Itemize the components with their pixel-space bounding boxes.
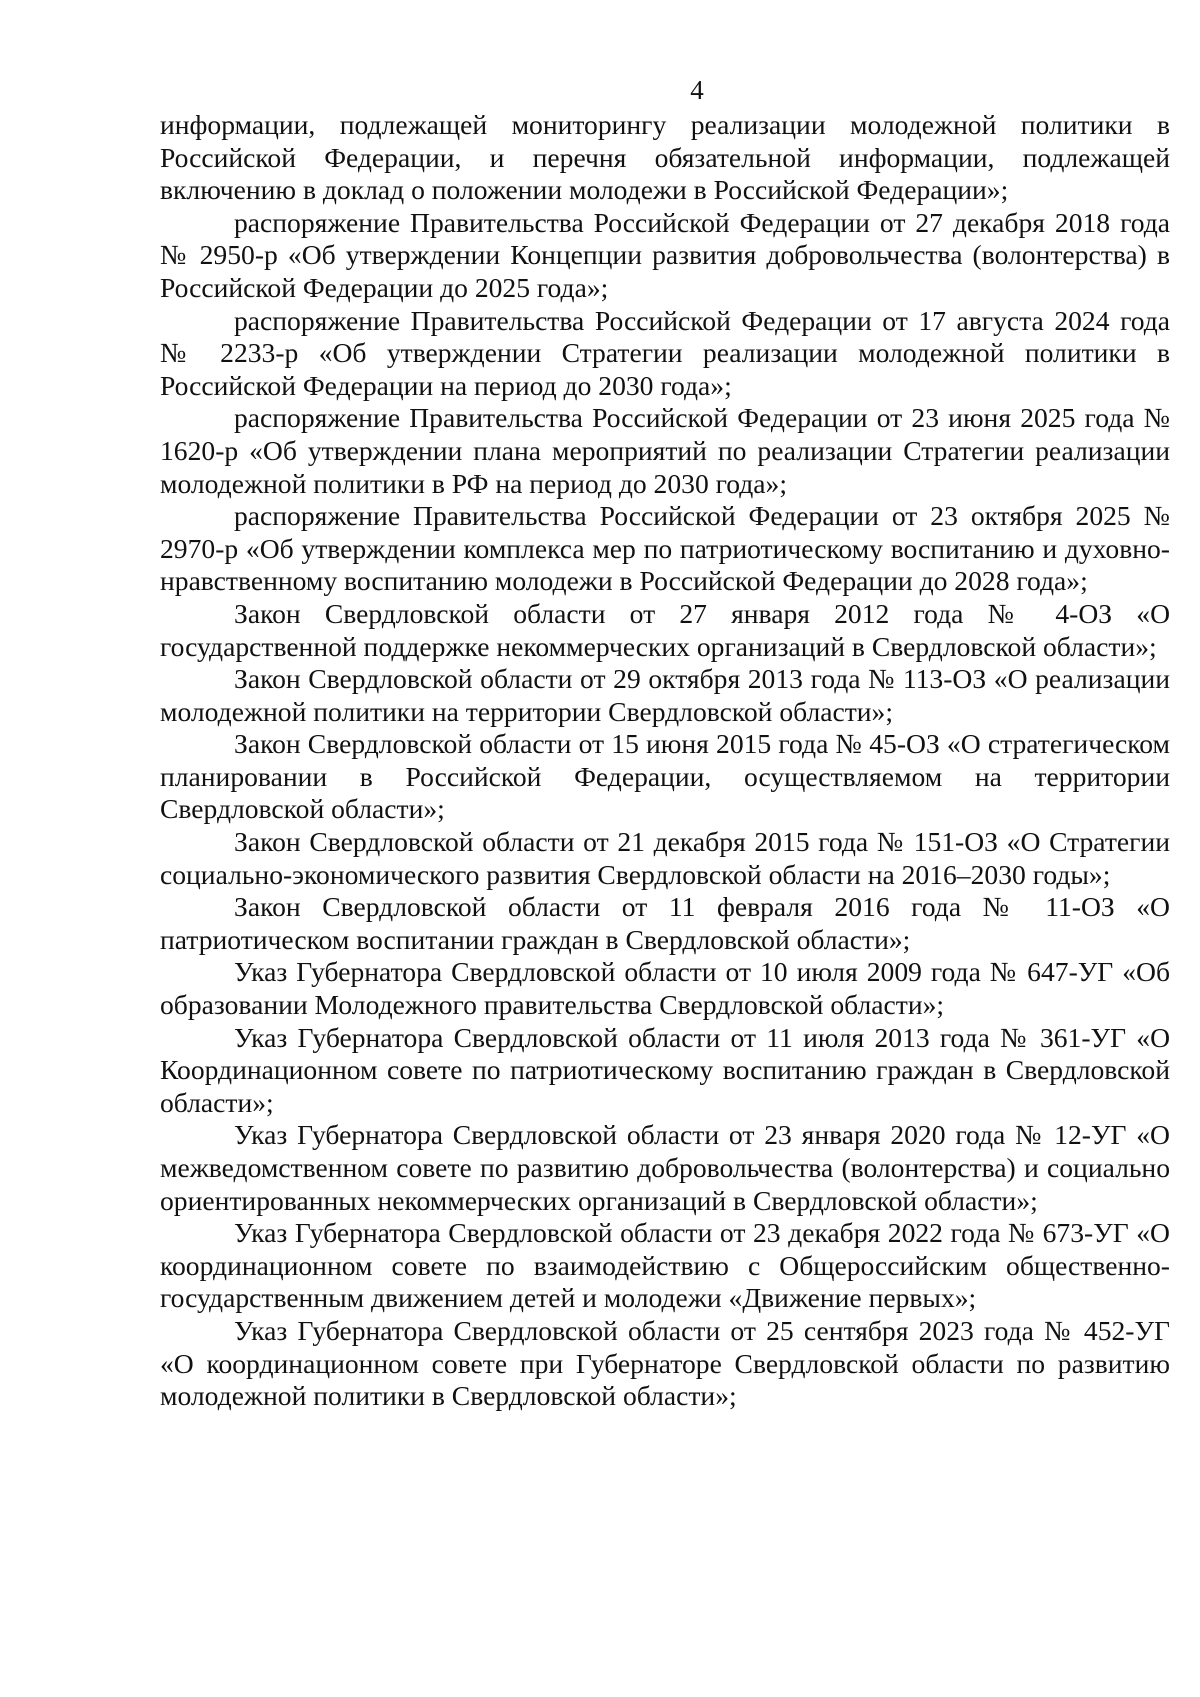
paragraph-zakon-113-oz: Закон Свердловской области от 29 октября 2013 года № 113-ОЗ «О реализации молодежной политики на территории Свердловской области»; [160,663,1170,727]
paragraph-ukaz-361: Указ Губернатора Свердловской области от 11 июля 2013 года № 361-УГ «О Координационном совете по патриотическому воспитанию граждан в Свердловской области»; [160,1021,1170,1118]
paragraph-rasp-2233: распоряжение Правительства Российской Федерации от 17 августа 2024 года № 2233-р «Об утверждении Стратегии реализации молодежной политики в Российской Федерации на период до 2030 года»; [160,304,1170,401]
paragraph-continuation: информации, подлежащей мониторингу реализации молодежной политики в Российской Федерации, и перечня обязательной информации, подлежащей включению в доклад о положении молодежи в Российской Федерации»; [160,109,1170,206]
paragraph-ukaz-647: Указ Губернатора Свердловской области от 10 июля 2009 года № 647-УГ «Об образовании Молодежного правительства Свердловской области»; [160,956,1170,1021]
document-body [160,109,1170,1413]
paragraph-rasp-2950: распоряжение Правительства Российской Федерации от 27 декабря 2018 года № 2950-р «Об утверждении Концепции развития добровольчества (волонтерства) в Российской Федерации до 2025 года»; [160,206,1170,303]
paragraph-ukaz-673: Указ Губернатора Свердловской области от 23 декабря 2022 года № 673-УГ «О координационном совете по взаимодействию с Общероссийским общественно-государственным движением детей и молодежи «Движение первых»; [160,1217,1170,1314]
paragraph-zakon-4-oz: Закон Свердловской области от 27 января 2012 года № 4-ОЗ «О государственной поддержке некоммерческих организаций в Свердловской области»; [160,597,1170,662]
paragraph-zakon-11-oz: Закон Свердловской области от 11 февраля 2016 года № 11-ОЗ «О патриотическом воспитании граждан в Свердловской области»; [160,891,1170,955]
paragraph-zakon-45-oz: Закон Свердловской области от 15 июня 2015 года № 45-ОЗ «О стратегическом планировании в Российской Федерации, осуществляемом на территории Свердловской области»; [160,728,1170,825]
paragraph-zakon-151-oz: Закон Свердловской области от 21 декабря 2015 года № 151-ОЗ «О Стратегии социально-экономического развития Свердловской области на 2016–2030 годы»; [160,826,1170,890]
paragraph-rasp-2970: распоряжение Правительства Российской Федерации от 23 октября 2025 № 2970-р «Об утверждении комплекса мер по патриотическому воспитанию и духовно-нравственному воспитанию молодежи в Российской Федерации до 2028 года»; [160,500,1170,597]
page-number-text: 4 [690,75,704,105]
paragraph-ukaz-12: Указ Губернатора Свердловской области от 23 января 2020 года № 12-УГ «О межведомственном совете по развитию добровольчества (волонтерства) и социально ориентированных некоммерческих организаций в Свердловской области»; [160,1119,1170,1216]
paragraph-ukaz-452: Указ Губернатора Свердловской области от 25 сентября 2023 года № 452-УГ «О координационном совете при Губернаторе Свердловской области по развитию молодежной политики в Свердловской области»; [160,1314,1170,1412]
page-number [0,74,1200,106]
paragraph-rasp-1620: распоряжение Правительства Российской Федерации от 23 июня 2025 года № 1620-р «Об утверждении плана мероприятий по реализации Стратегии реализации молодежной политики в РФ на период до 2030 года»; [160,402,1170,499]
